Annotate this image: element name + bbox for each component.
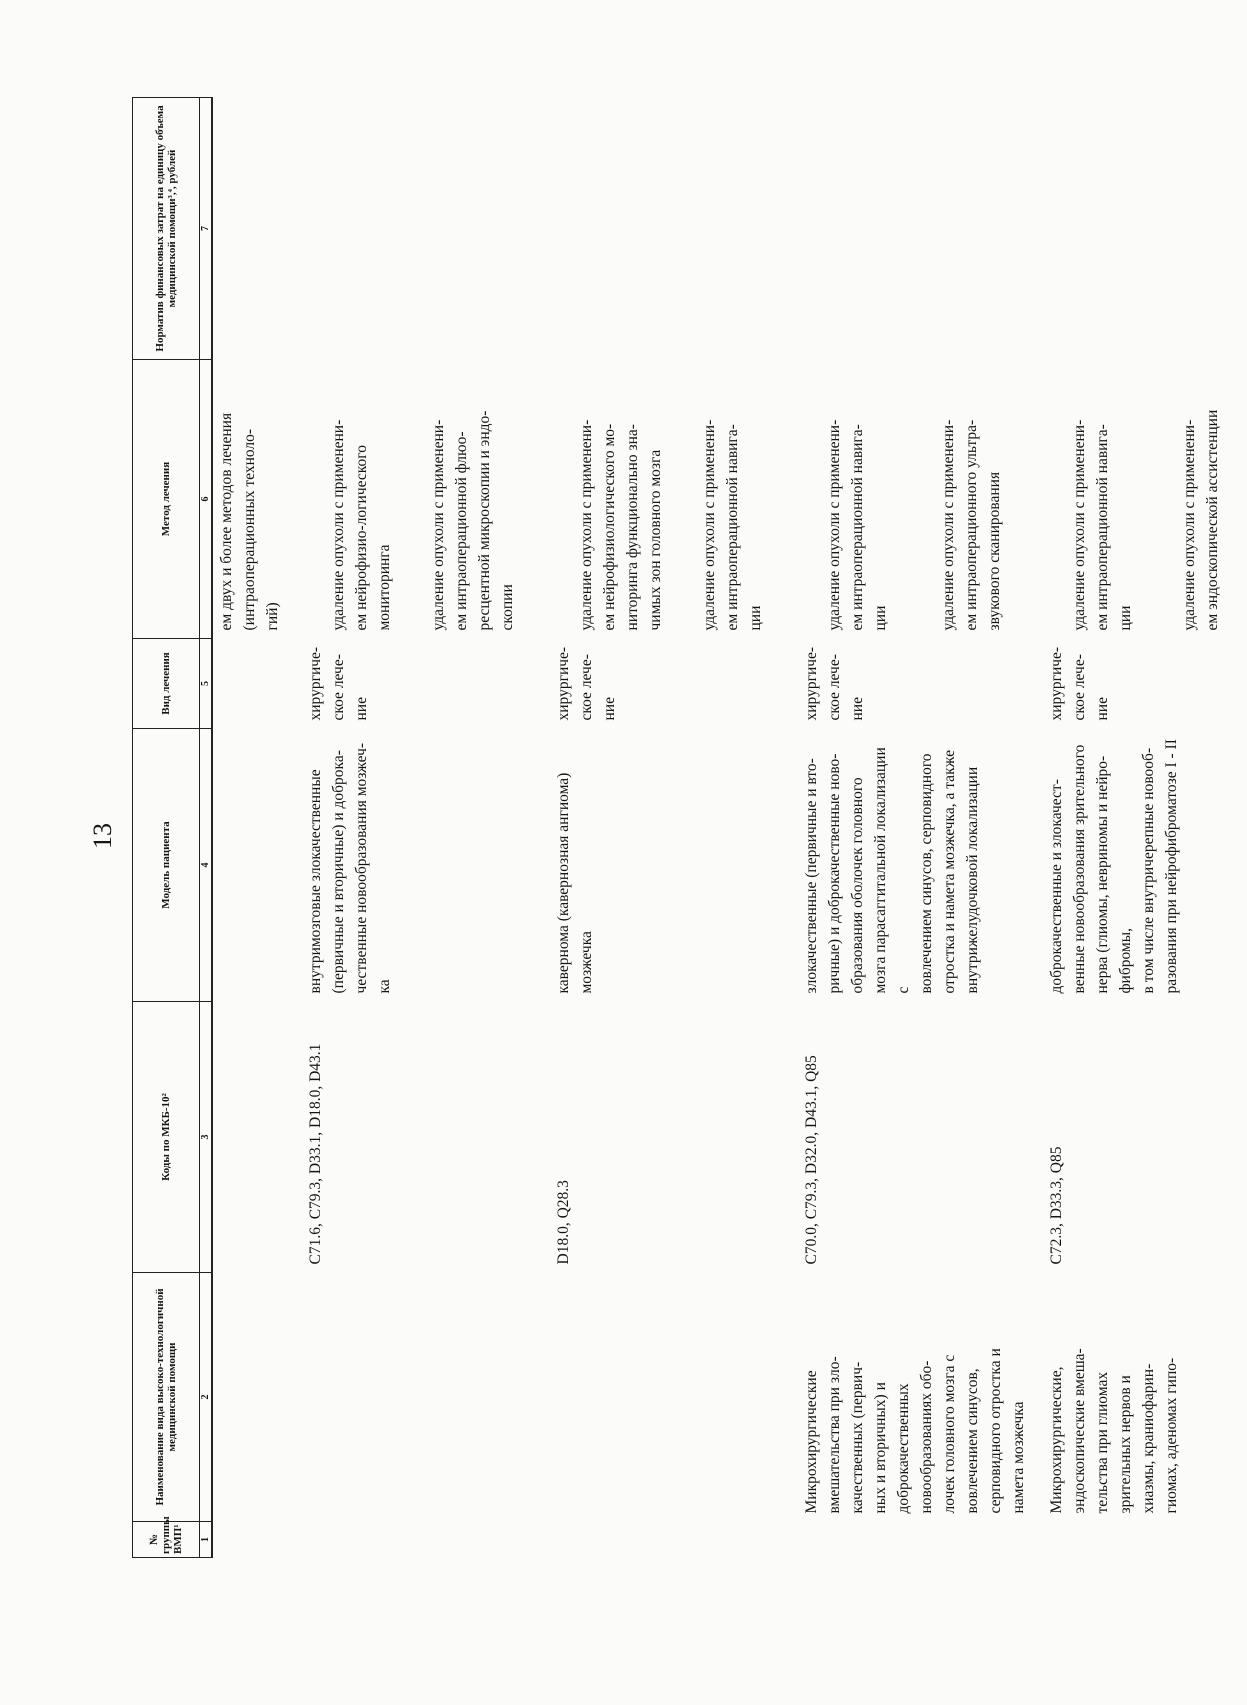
cell-codes <box>212 1002 294 1273</box>
rotated-table-container <box>132 98 1221 1558</box>
column-number: 3 <box>200 1002 213 1273</box>
method-item: удаление опухоли с применени- ем интраоперационной флюо- ресцентной микроскопии и эндо- скопии <box>430 410 516 631</box>
header-model: Модель пациента <box>133 729 200 1002</box>
cell-treatment <box>212 639 294 729</box>
cell-treatment: хирургиче- ское лече- ние <box>307 646 370 721</box>
cell-cost <box>294 98 542 360</box>
header-codes: Коды по МКБ-10² <box>133 1002 200 1273</box>
cell-cost <box>790 98 1035 360</box>
method-item: удаление опухоли с применени- ем нейрофизио-логического мониторинга <box>330 419 393 631</box>
cell-codes: D18.0, Q28.3 <box>555 1180 572 1265</box>
cell-cost <box>212 98 294 360</box>
column-number: 5 <box>200 639 213 729</box>
cell-name <box>212 1273 294 1522</box>
cell-group <box>212 1522 294 1558</box>
cell-name <box>542 1273 790 1522</box>
cell-group <box>1035 1522 1247 1558</box>
cell-group <box>294 1522 542 1558</box>
method-item: ем двух и более методов лечения (интраоперационных техноло- гий) <box>218 412 281 631</box>
method-item: удаление опухоли с применени- ем интраоперационной навига- ции <box>826 419 889 631</box>
cell-model: злокачественные (первичные и вто- ричные) и доброкачественные ново- образования оболочек головного мозга парасаггитальной локализации с вовлечением синусов, серповидного отростка и намета мозжечка, а также внутрижелудочковой локализации <box>803 747 981 994</box>
column-number: 7 <box>200 98 213 360</box>
method-item: удаление опухоли с применени- ем интраоперационной навига- ции <box>1071 419 1134 631</box>
cell-codes: C72.3, D33.3, Q85 <box>1048 1146 1065 1265</box>
column-number-row <box>200 98 213 1558</box>
cell-model: внутримозговые злокачественные (первичные и вторичные) и доброка- чественные новообразования мозжеч- ка <box>307 742 393 994</box>
column-number: 2 <box>200 1273 213 1522</box>
cell-treatment: хирургиче- ское лече- ние <box>555 646 618 721</box>
cell-model: кавернома (кавернозная ангиома) мозжечка <box>555 772 595 994</box>
table-row <box>294 98 542 1558</box>
header-name: Наименование вида высоко-технологичной медицинской помощи <box>133 1273 200 1522</box>
table-row <box>1035 98 1247 1558</box>
vmp-table <box>132 97 1247 1558</box>
header-group-no: № группы ВМП¹ <box>133 1522 200 1558</box>
column-number: 4 <box>200 729 213 1002</box>
cell-name: Микрохирургические вмешательства при зло- качественных (первич- ных и вторичных) и доброкачественных новообразованиях обо- лочек головного мозга с вовлечением синусов, серповидного отростка и намета мозжечка <box>803 1348 1027 1514</box>
header-treatment: Вид лечения <box>133 639 200 729</box>
table-row <box>212 98 294 1558</box>
header-row <box>133 98 200 1558</box>
cell-codes: C71.6, C79.3, D33.1, D18.0, D43.1 <box>307 1043 324 1265</box>
cell-codes: C70.0, C79.3, D32.0, D43.1, Q85 <box>803 1055 820 1265</box>
page-number: 13 <box>88 823 117 849</box>
cell-treatment: хирургиче- ское лече- ние <box>1048 646 1111 721</box>
cell-method <box>212 360 294 639</box>
cell-group <box>790 1522 1035 1558</box>
cell-group <box>542 1522 790 1558</box>
method-item: удаление опухоли с применени- ем интраоперационного ультра- звукового сканирования <box>940 419 1003 631</box>
method-item: удаление опухоли с применени- ем нейрофизиологического мо- ниторинга функционально зна- чимых зон головного мозга <box>578 419 664 631</box>
cell-model <box>212 729 294 1002</box>
cell-method <box>542 360 790 639</box>
table-row <box>790 98 1035 1558</box>
column-number: 1 <box>200 1522 213 1558</box>
cell-method <box>294 360 542 639</box>
cell-cost <box>1035 98 1247 360</box>
cell-treatment: хирургиче- ское лече- ние <box>803 646 866 721</box>
cell-name: Микрохирургические, эндоскопические вмеша- тельства при глиомах зрительных нервов и хиазмы, краниофарин- гиомах, аденомах гипо- <box>1048 1348 1180 1514</box>
column-number: 6 <box>200 360 213 639</box>
cell-method <box>1035 360 1247 639</box>
cell-model: доброкачественные и злокачест- венные новообразования зрительного нерва (глиомы, невриномы и нейро- фибромы, в том числе внутричерепные новооб- разования при нейрофиброматозе I - II <box>1048 739 1180 994</box>
method-item: удаление опухоли с применени- ем интраоперационной навига- ции <box>701 419 764 631</box>
cell-cost <box>542 98 790 360</box>
header-method: Метод лечения <box>133 360 200 639</box>
method-item: удаление опухоли с применени- ем эндоскопической ассистенции <box>1181 409 1221 631</box>
header-cost: Норматив финансовых затрат на единицу объема медицинской помощи³,⁴, рублей <box>133 98 200 360</box>
cell-method <box>790 360 1035 639</box>
table-row <box>542 98 790 1558</box>
cell-name <box>294 1273 542 1522</box>
